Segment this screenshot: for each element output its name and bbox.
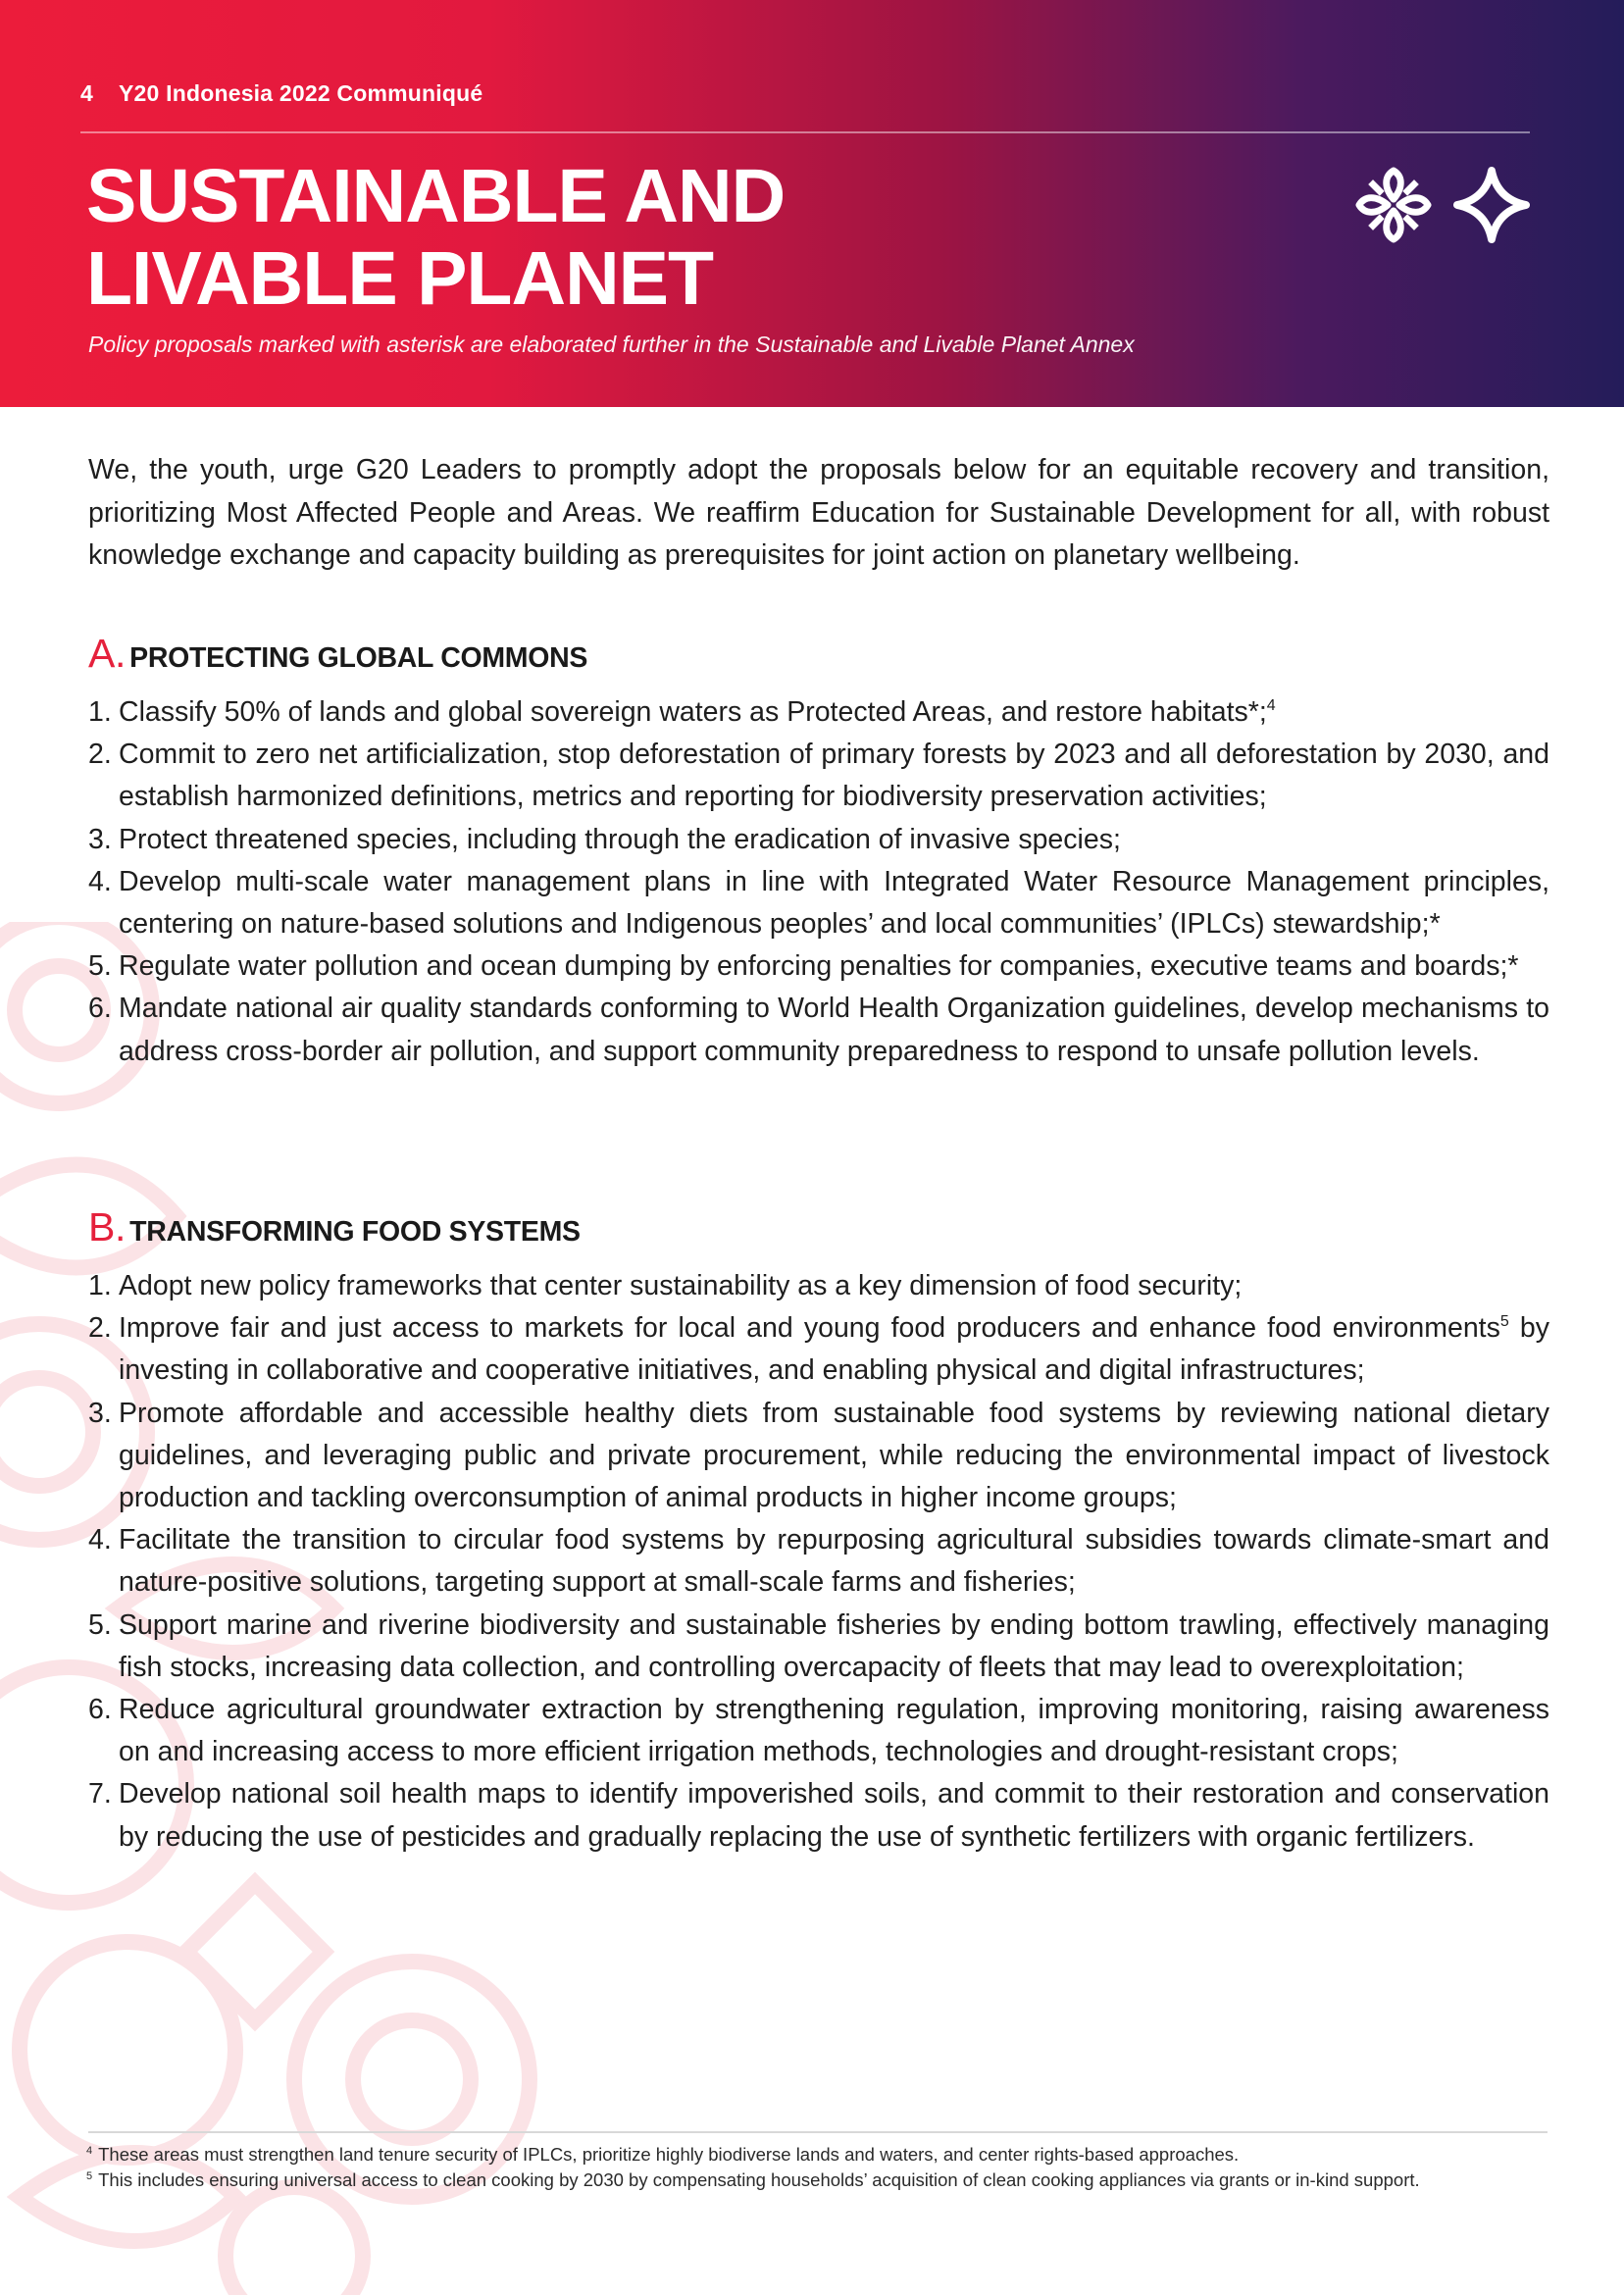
list-item — [88, 945, 1549, 988]
footnote-ref[interactable]: 5 — [1499, 1313, 1509, 1331]
footnote-text: These areas must strengthen land tenure security of IPLCs, prioritize highly biodiverse lands and waters, and center rights-based approaches. — [98, 2144, 1240, 2165]
star-logo-icon — [1453, 167, 1530, 243]
item-number: 2. — [88, 739, 112, 771]
list-item — [88, 1519, 1549, 1604]
section-title: PROTECTING GLOBAL COMMONS — [129, 642, 588, 674]
section-letter: A. — [88, 631, 127, 676]
list-item — [88, 1605, 1549, 1689]
item-number: 7. — [88, 1778, 112, 1810]
item-number: 4. — [88, 865, 112, 897]
item-number: 3. — [88, 1397, 112, 1429]
list-item — [88, 1265, 1549, 1307]
list-item — [88, 1393, 1549, 1520]
running-header — [80, 80, 482, 107]
page-number: 4 — [80, 80, 93, 106]
list-item — [88, 691, 1549, 734]
item-text: Commit to zero net artificialization, stop deforestation of primary forests by 2023 and all deforestation by 2030, and establish harmonized definitions, metrics and reporting for biodiversity preservation activities; — [119, 739, 1549, 813]
section-letter: B. — [88, 1204, 127, 1250]
footnote-text: This includes ensuring universal access to clean cooking by 2030 by compensating households’ acquisition of clean cooking appliances via grants or in-kind support. — [98, 2169, 1420, 2190]
item-text: Mandate national air quality standards conforming to World Health Organization guidelines, develop mechanisms to address cross-border air pollution, and support community preparedness to respond to unsafe pollution levels. — [119, 993, 1549, 1067]
item-text: Support marine and riverine biodiversity and sustainable fisheries by ending bottom trawling, effectively managing fish stocks, increasing data collection, and controlling overcapacity of fleets that may lead to overexploitation; — [119, 1608, 1549, 1683]
section-heading-a — [88, 631, 587, 677]
item-number: 1. — [88, 696, 112, 728]
footnotes — [86, 2142, 1557, 2193]
intro-paragraph: We, the youth, urge G20 Leaders to promptly adopt the proposals below for an equitable recovery and transition, prioritizing Most Affected People and Areas. We reaffirm Education for Sustainable Development for all, with robust knowledge exchange and capacity building as prerequisites for joint action on planetary wellbeing. — [88, 454, 1549, 571]
item-number: 6. — [88, 1694, 112, 1726]
item-number: 6. — [88, 993, 112, 1025]
section-heading-b — [88, 1204, 581, 1250]
flower-logo-icon — [1355, 167, 1432, 243]
list-item — [88, 861, 1549, 945]
item-text: Promote affordable and accessible healthy diets from sustainable food systems by reviewing national dietary guidelines, and leveraging public and private procurement, while reducing the environmental impact of livestock production and tackling overconsumption of animal products in higher income groups; — [119, 1397, 1549, 1514]
item-text: Adopt new policy frameworks that center sustainability as a key dimension of food security; — [119, 1270, 1243, 1301]
item-text: Reduce agricultural groundwater extraction by strengthening regulation, improving monitoring, raising awareness on and increasing access to more efficient irrigation methods, technologies and drought-resistant crops; — [119, 1694, 1549, 1768]
list-item — [88, 1307, 1549, 1392]
list-item — [88, 1689, 1549, 1773]
item-text: Regulate water pollution and ocean dumping by enforcing penalties for companies, executive teams and boards;* — [119, 950, 1519, 983]
section-title: TRANSFORMING FOOD SYSTEMS — [129, 1216, 581, 1248]
item-number: 5. — [88, 950, 112, 983]
item-number: 2. — [88, 1312, 112, 1345]
list-item — [88, 819, 1549, 861]
item-text: Develop national soil health maps to identify impoverished soils, and commit to their restoration and conservation by reducing the use of pesticides and gradually replacing the use of synthetic fertilizers with organic fertilizers. — [119, 1778, 1549, 1853]
header-divider — [80, 131, 1530, 133]
main-content — [88, 449, 1549, 1853]
footnote-ref[interactable]: 4 — [1266, 697, 1276, 714]
list-item — [88, 734, 1549, 818]
list-item — [88, 988, 1549, 1072]
header-banner — [0, 0, 1624, 407]
section-a-list — [88, 691, 1549, 1073]
item-number: 4. — [88, 1524, 112, 1556]
page-title — [86, 155, 785, 320]
item-text: Protect threatened species, including through the eradication of invasive species; — [119, 823, 1121, 855]
item-text-continued: by investing in collaborative and cooperative initiatives, and enabling physical and digital infrastructures; — [119, 1312, 1549, 1387]
item-text: Classify 50% of lands and global sovereign waters as Protected Areas, and restore habitats*; — [119, 696, 1267, 728]
item-text: Facilitate the transition to circular food systems by repurposing agricultural subsidies towards climate-smart and nature-positive solutions, targeting support at small-scale farms and fisheries; — [119, 1524, 1549, 1599]
item-number: 1. — [88, 1270, 112, 1301]
list-item — [88, 1773, 1549, 1858]
document-title: Y20 Indonesia 2022 Communiqué — [119, 80, 483, 106]
item-number: 5. — [88, 1608, 112, 1641]
footnote-number: 5 — [86, 2170, 93, 2182]
page-subtitle: Policy proposals marked with asterisk are elaborated further in the Sustainable and Livable Planet Annex — [88, 332, 1135, 357]
page-title-line-2: LIVABLE PLANET — [86, 236, 714, 321]
page-title-line-1: SUSTAINABLE AND — [86, 154, 786, 238]
item-number: 3. — [88, 823, 112, 855]
footnote-number: 4 — [86, 2145, 93, 2157]
section-b-list — [88, 1265, 1549, 1859]
footnote-4 — [86, 2142, 1557, 2168]
item-text: Develop multi-scale water management plans in line with Integrated Water Resource Management principles, centering on nature-based solutions and Indigenous peoples’ and local communities’ (IPLCs) stewardship;* — [119, 865, 1549, 941]
footnote-5 — [86, 2168, 1557, 2193]
item-text: Improve fair and just access to markets for local and young food producers and enhance food environments — [119, 1312, 1500, 1345]
footnote-divider — [88, 2131, 1548, 2133]
